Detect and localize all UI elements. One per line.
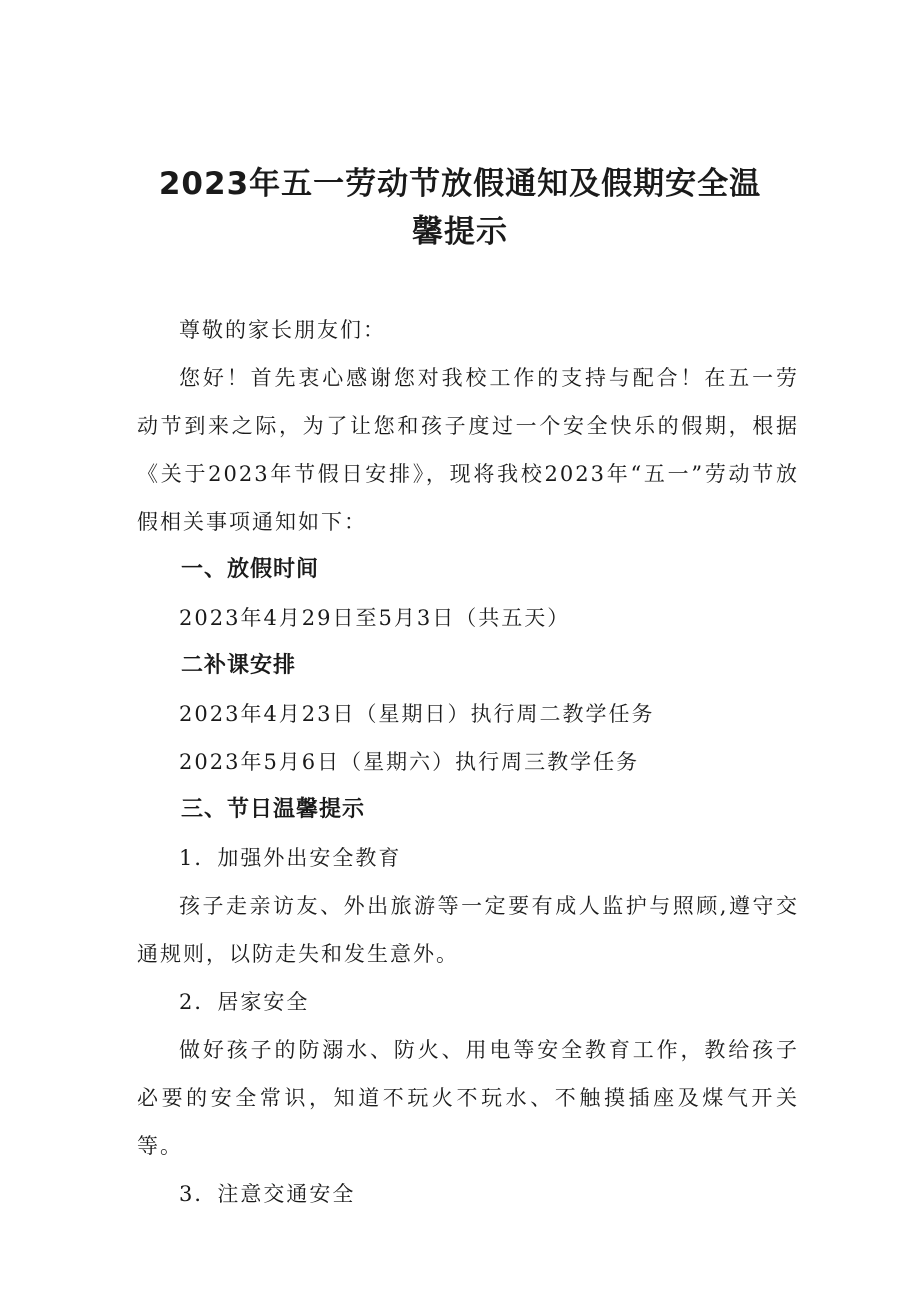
holiday-dates: 2023年4月29日至5月3日（共五天） bbox=[179, 606, 571, 630]
tip-1-title: 1．加强外出安全教育 bbox=[179, 846, 402, 870]
section-heading-holiday-time: 一、放假时间 bbox=[181, 557, 320, 582]
tip-3-title: 3．注意交通安全 bbox=[179, 1182, 356, 1206]
document-body bbox=[137, 306, 799, 1218]
tip-2-text: 做好孩子的防溺水、防火、用电等安全教育工作，教给孩子必要的安全常识，知道不玩火不玩水、不触摸插座及煤气开关等。 bbox=[137, 1038, 799, 1158]
document-title bbox=[100, 160, 820, 256]
salutation: 尊敬的家长朋友们： bbox=[179, 318, 386, 342]
intro-paragraph: 您好！首先衷心感谢您对我校工作的支持与配合！在五一劳动节到来之际，为了让您和孩子度过一个安全快乐的假期，根据《关于2023年节假日安排》，现将我校2023年“五一”劳动节放假相关事项通知如下： bbox=[137, 366, 799, 534]
section-heading-safety-tips: 三、节日温馨提示 bbox=[181, 797, 366, 822]
tip-2-title: 2．居家安全 bbox=[179, 990, 310, 1014]
title-line-1: 2023年五一劳动节放假通知及假期安全温 bbox=[158, 166, 762, 202]
makeup-class-line-2: 2023年5月6日（星期六）执行周三教学任务 bbox=[179, 750, 640, 774]
title-line-2: 馨提示 bbox=[412, 214, 508, 250]
makeup-class-line-1: 2023年4月23日（星期日）执行周二教学任务 bbox=[179, 702, 655, 726]
tip-1-text: 孩子走亲访友、外出旅游等一定要有成人监护与照顾,遵守交通规则，以防走失和发生意外。 bbox=[137, 894, 799, 966]
section-heading-makeup-classes: 二补课安排 bbox=[181, 653, 297, 678]
